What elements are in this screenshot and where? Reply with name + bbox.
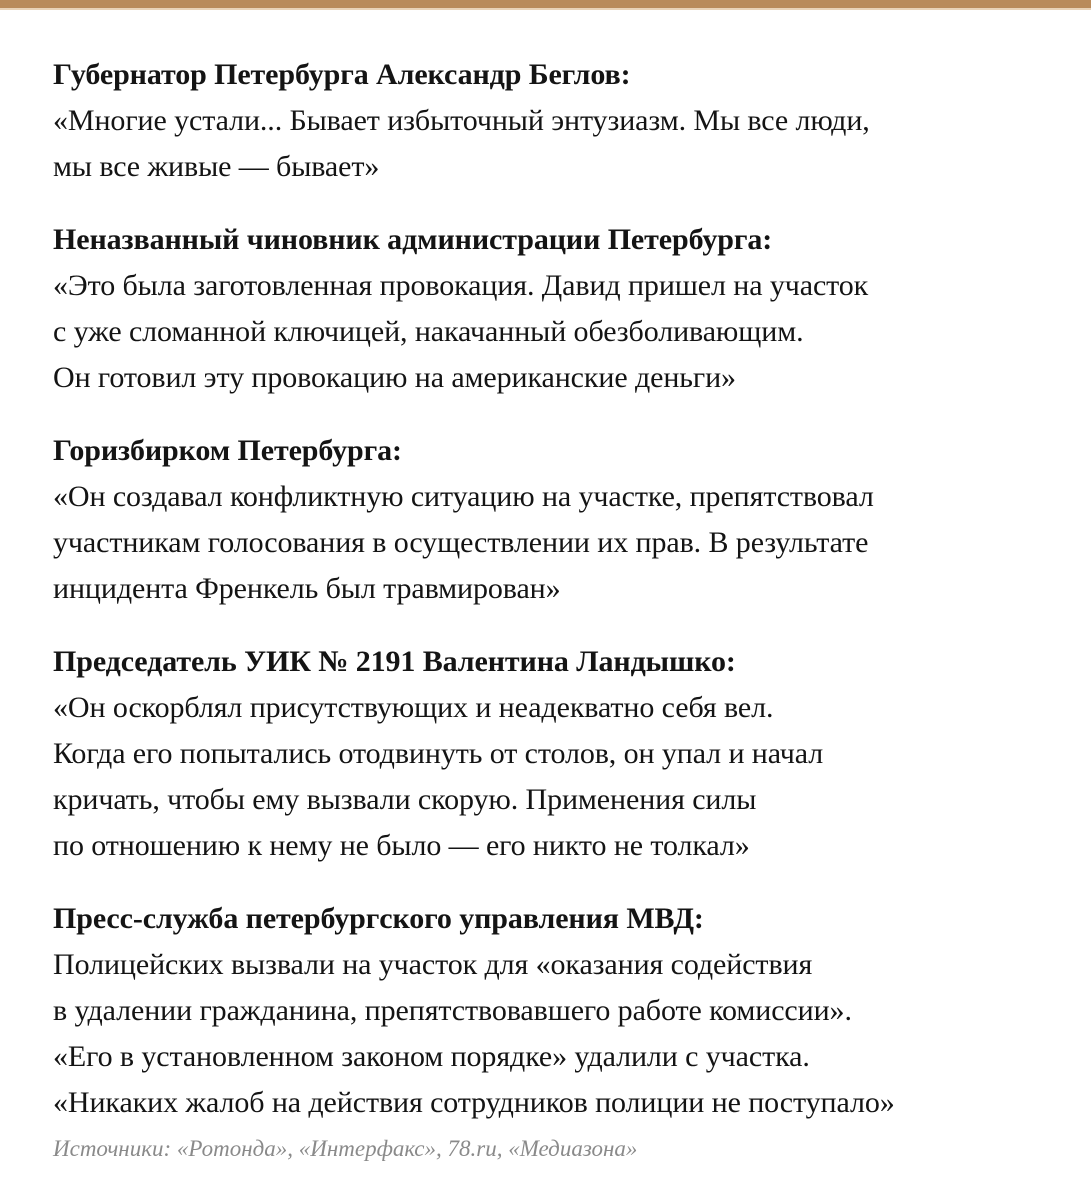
top-accent-bar (0, 0, 1091, 10)
quote-line: «Никаких жалоб на действия сотрудников полиции не поступало» (53, 1086, 895, 1119)
quote-line: «Его в установленном законом порядке» удалили с участка. (53, 1040, 810, 1073)
quote-block-gorizbirkom (53, 428, 1063, 612)
quote-line: Он готовил эту провокацию на американские деньги» (53, 361, 736, 394)
quote-line: Когда его попытались отодвинуть от столов, он упал и начал (53, 737, 824, 770)
quote-block-official (53, 217, 1063, 401)
quote-line: кричать, чтобы ему вызвали скорую. Применения силы (53, 783, 757, 816)
quote-block-uik-chair (53, 639, 1063, 869)
quote-line: «Многие устали... Бывает избыточный энтузиазм. Мы все люди, (53, 104, 870, 137)
quote-block-beglov (53, 52, 1063, 190)
quote-block-mvd (53, 896, 1063, 1126)
quote-line: Полицейских вызвали на участок для «оказания содействия (53, 948, 813, 981)
speaker-name: Горизбирком Петербурга: (53, 434, 402, 467)
speaker-name: Неназванный чиновник администрации Петербурга: (53, 223, 773, 256)
quote-line: в удалении гражданина, препятствовавшего работе комиссии». (53, 994, 852, 1027)
quote-line: «Это была заготовленная провокация. Давид пришел на участок (53, 269, 869, 302)
speaker-name: Председатель УИК № 2191 Валентина Ландышко: (53, 645, 736, 678)
quote-line: по отношению к нему не было — его никто не толкал» (53, 829, 750, 862)
sources-caption: Источники: «Ротонда», «Интерфакс», 78.ru, «Медиазона» (53, 1136, 638, 1161)
quote-line: «Он создавал конфликтную ситуацию на участке, препятствовал (53, 480, 874, 513)
quote-line: с уже сломанной ключицей, накачанный обезболивающим. (53, 315, 804, 348)
quote-line: «Он оскорблял присутствующих и неадекватно себя вел. (53, 691, 774, 724)
quote-line: инцидента Френкель был травмирован» (53, 572, 561, 605)
speaker-name: Пресс-служба петербургского управления МВД: (53, 902, 704, 935)
speaker-name: Губернатор Петербурга Александр Беглов: (53, 58, 631, 91)
quote-line: участникам голосования в осуществлении их прав. В результате (53, 526, 869, 559)
quotes-list (53, 52, 1063, 1153)
quote-line: мы все живые — бывает» (53, 150, 380, 183)
